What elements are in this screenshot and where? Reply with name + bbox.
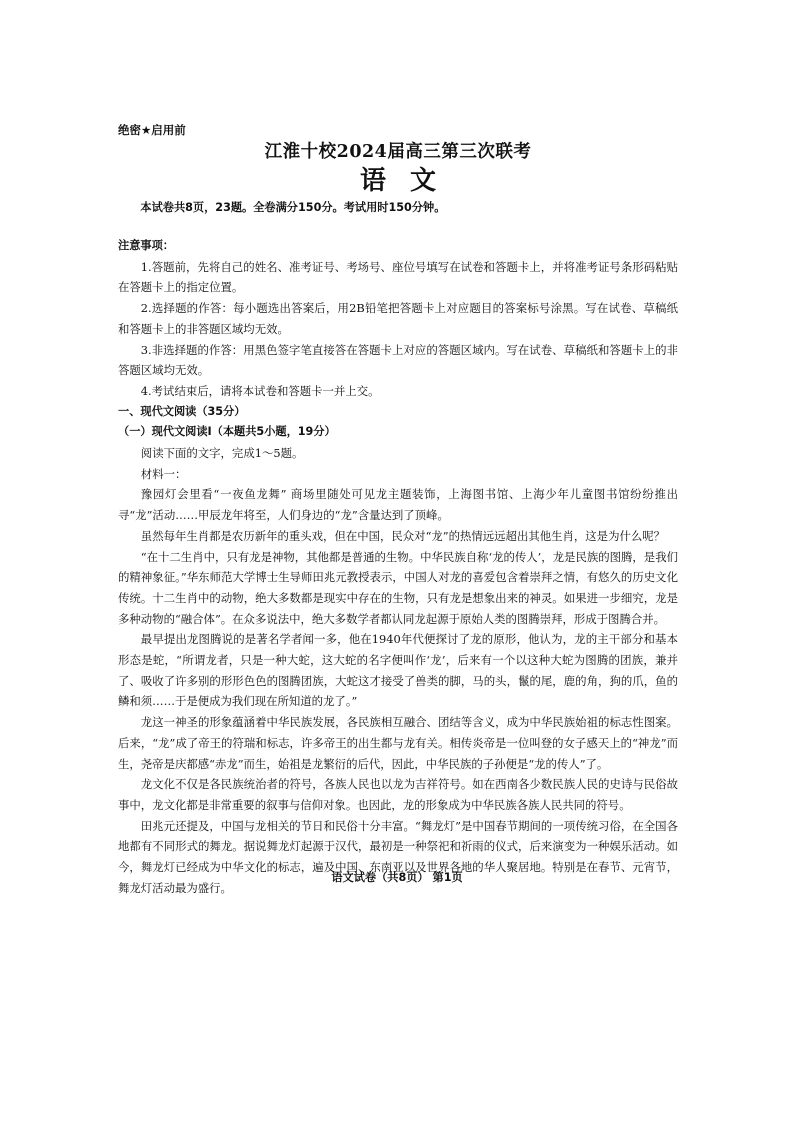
passage-paragraph: 田兆元还提及，中国与龙相关的节日和民俗十分丰富。“舞龙灯”是中国春节期间的一项传统习俗，在全国各地都有不同形式的舞龙。据说舞龙灯起源于汉代，最初是一种祭祀和祈雨的仪式，后来演变为一种娱乐活动。如今，舞龙灯已经成为中华文化的标志，遍及中国、东南亚以及世界各地的华人聚居地。特别是在春节、元宵节，舞龙灯活动最为盛行。 — [118, 818, 678, 895]
passage-paragraph: 龙这一神圣的形象蕴涵着中华民族发展，各民族相互融合、团结等含义，成为中华民族始祖的标志性图案。后来，“龙”成了帝王的符瑞和标志，许多帝王的出生都与龙有关。相传炎帝是一位叫登的女子感天上的“神龙”而生，尧帝是庆都感“赤龙”而生，始祖是龙繁衍的后代，因此，中华民族的子孙便是“龙的传人”了。 — [118, 715, 678, 771]
page-footer: 语文试卷（共8页） 第1页 — [331, 871, 463, 884]
notice-item: 2.选择题的作答：每小题选出答案后，用2B铅笔把答题卡上对应题目的答案标号涂黑。写在试卷、草稿纸和答题卡上的非答题区域均无效。 — [118, 301, 678, 336]
notice-item: 4.考试结束后，请将本试卷和答题卡一并上交。 — [140, 383, 380, 398]
section-title: 一、现代文阅读（35分） — [118, 404, 246, 418]
subsection-title: （一）现代文阅读Ⅰ（本题共5小题，19分） — [118, 425, 336, 439]
exam-info: 本试卷共8页，23题。全卷满分150分。考试用时150分钟。 — [140, 201, 446, 214]
passage-paragraph: 龙文化不仅是各民族统治者的符号，各族人民也以龙为吉祥符号。如在西南各少数民族人民的史诗与民俗故事中，龙文化都是非常重要的叙事与信仰对象。也因此，龙的形象成为中华民族各族人民共同的符号。 — [118, 777, 678, 812]
exam-title: 江淮十校2024届高三第三次联考 — [264, 142, 532, 162]
passage-paragraph: 虽然每年生肖都是农历新年的重头戏，但在中国，民众对“龙”的热情远远超出其他生肖，这是为什么呢？ — [140, 528, 666, 543]
passage-paragraph: 豫园灯会里看“一夜鱼龙舞” 商场里随处可见龙主题装饰，上海图书馆、上海少年儿童图书馆纷纷推出寻“龙”活动……甲辰龙年将至，人们身边的“龙”含量达到了顶峰。 — [118, 487, 678, 523]
exam-page — [118, 120, 678, 899]
confidential-label: 绝密★启用前 — [118, 123, 186, 137]
notice-item: 1.答题前，先将自己的姓名、准考证号、考场号、座位号填写在试卷和答题卡上，并将准考证号条形码粘贴在答题卡上的指定位置。 — [118, 259, 678, 295]
subject-title: 语文 — [359, 166, 460, 196]
notice-heading: 注意事项： — [118, 239, 174, 252]
passage-paragraph: 最早提出龙图腾说的是著名学者闻一多，他在1940年代便探讨了龙的原形，他认为，龙的主干部分和基本形态是蛇，“所谓龙者，只是一种大蛇，这大蛇的名字便叫作‘龙’，后来有一个以这种大蛇为图腾的团族，兼并了、吸收了许多别的形形色色的图腾团族，大蛇这才接受了兽类的脚，马的头，鬣的尾，鹿的角，狗的爪，鱼的鳞和须……于是便成为我们现在所知道的龙了。” — [118, 632, 678, 709]
material-label: 材料一： — [140, 466, 187, 481]
reading-instruction: 阅读下面的文字，完成1～5题。 — [140, 446, 304, 461]
passage-paragraph: “在十二生肖中，只有龙是神物，其他都是普通的生物。中华民族自称‘龙的传人’，龙是民族的图腾，是我们的精神象征。”华东师范大学博士生导师田兆元教授表示，中国人对龙的喜爱包含着崇拜之情，有悠久的历史文化传统。十二生肖中的动物，绝大多数都是现实中存在的生物，只有龙是想象出来的神灵。如果进一步细究，龙是多种动物的“融合体”。在众多说法中，绝大多数学者都认同龙起源于原始人类的图腾崇拜，形成于图腾合并。 — [118, 549, 678, 626]
notice-item: 3.非选择题的作答：用黑色签字笔直接答在答题卡上对应的答题区域内。写在试卷、草稿纸和答题卡上的非答题区域均无效。 — [118, 342, 678, 378]
